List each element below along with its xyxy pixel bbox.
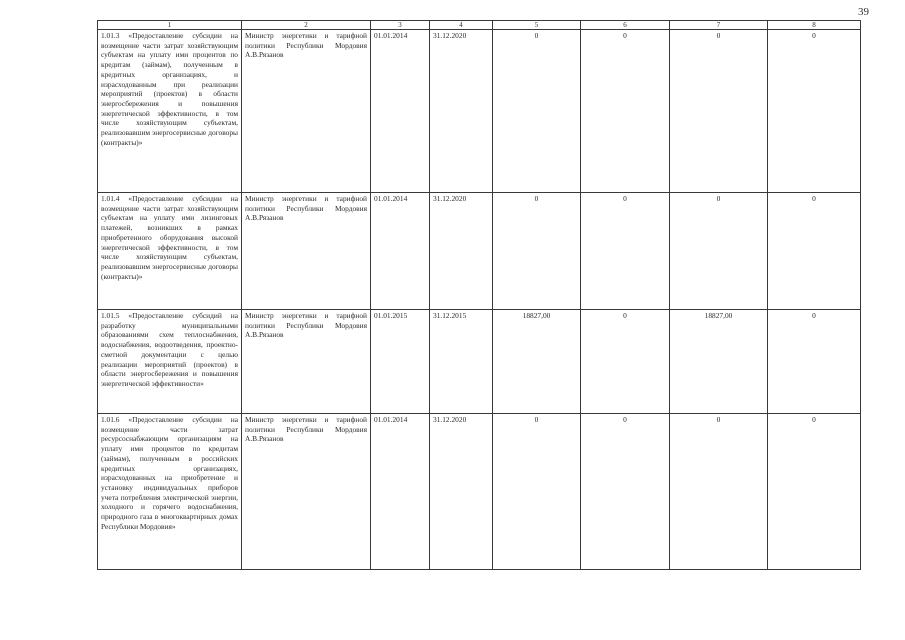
page-number: 39 [858, 6, 869, 18]
end-date: 31.12.2020 [430, 414, 493, 570]
value-col-8: 0 [768, 193, 861, 310]
header-row [98, 21, 861, 30]
value-col-8: 0 [768, 414, 861, 570]
table-row [98, 30, 861, 193]
value-col-7: 0 [670, 414, 768, 570]
activity-description: 1.01.5 «Предоставление субсидий на разработку муниципальными образованиями схем теплоснабжения, водоснабжения, водоотведения, проектно-сметной документации с целью реализации мероприятий (проектов) в области энергосбережения и повышения энергетической эффективности» [98, 310, 242, 414]
activity-description: 1.01.4 «Предоставление субсидии на возмещение части затрат хозяйствующим субъектам на уплату ими лизинговых платежей, возникших в рамках приобретенного оборудования высокой энергетической эффективности, в том числе хозяйствующим субъектам, реализовавшим энергосервисные договоры (контракты)» [98, 193, 242, 310]
responsible-executor: Министр энергетики и тарифной политики Республики Мордовия А.В.Рязанов [242, 414, 371, 570]
column-header: 2 [242, 21, 371, 30]
value-col-7: 0 [670, 30, 768, 193]
start-date: 01.01.2014 [371, 30, 430, 193]
value-col-6: 0 [581, 30, 670, 193]
value-col-5: 0 [493, 30, 581, 193]
value-col-5: 18827,00 [493, 310, 581, 414]
end-date: 31.12.2020 [430, 30, 493, 193]
column-header: 1 [98, 21, 242, 30]
responsible-executor: Министр энергетики и тарифной политики Республики Мордовия А.В.Рязанов [242, 310, 371, 414]
start-date: 01.01.2015 [371, 310, 430, 414]
value-col-5: 0 [493, 414, 581, 570]
column-header: 3 [371, 21, 430, 30]
activity-description: 1.01.3 «Предоставление субсидии на возмещение части затрат хозяйствующим субъектам на уплату ими процентов по кредитам (займам), полученным в кредитных организациях, и израсходованным при реализации мероприятий (проектов) в области энергосбережения и повышения энергетической эффективности, в том числе хозяйствующим субъектам, реализовавшим энергосервисные договоры (контракты)» [98, 30, 242, 193]
table-row [98, 193, 861, 310]
value-col-8: 0 [768, 30, 861, 193]
value-col-6: 0 [581, 310, 670, 414]
value-col-8: 0 [768, 310, 861, 414]
activity-description: 1.01.6 «Предоставление субсидии на возмещение части затрат ресурсоснабжающим организациям на уплату ими процентов по кредитам (займам), полученным в российских кредитных организациях, израсходованных на приобретение и установку индивидуальных приборов учета потребления электрической энергии, холодного и горячего водоснабжения, природного газа в многоквартирных домах Республики Мордовия» [98, 414, 242, 570]
value-col-5: 0 [493, 193, 581, 310]
value-col-6: 0 [581, 414, 670, 570]
column-header: 5 [493, 21, 581, 30]
value-col-7: 18827,00 [670, 310, 768, 414]
end-date: 31.12.2015 [430, 310, 493, 414]
value-col-7: 0 [670, 193, 768, 310]
end-date: 31.12.2020 [430, 193, 493, 310]
responsible-executor: Министр энергетики и тарифной политики Республики Мордовия А.В.Рязанов [242, 30, 371, 193]
program-table [97, 20, 861, 570]
table-row [98, 414, 861, 570]
start-date: 01.01.2014 [371, 414, 430, 570]
value-col-6: 0 [581, 193, 670, 310]
column-header: 7 [670, 21, 768, 30]
column-header: 8 [768, 21, 861, 30]
column-header: 6 [581, 21, 670, 30]
responsible-executor: Министр энергетики и тарифной политики Республики Мордовия А.В.Рязанов [242, 193, 371, 310]
column-header: 4 [430, 21, 493, 30]
table-row [98, 310, 861, 414]
start-date: 01.01.2014 [371, 193, 430, 310]
